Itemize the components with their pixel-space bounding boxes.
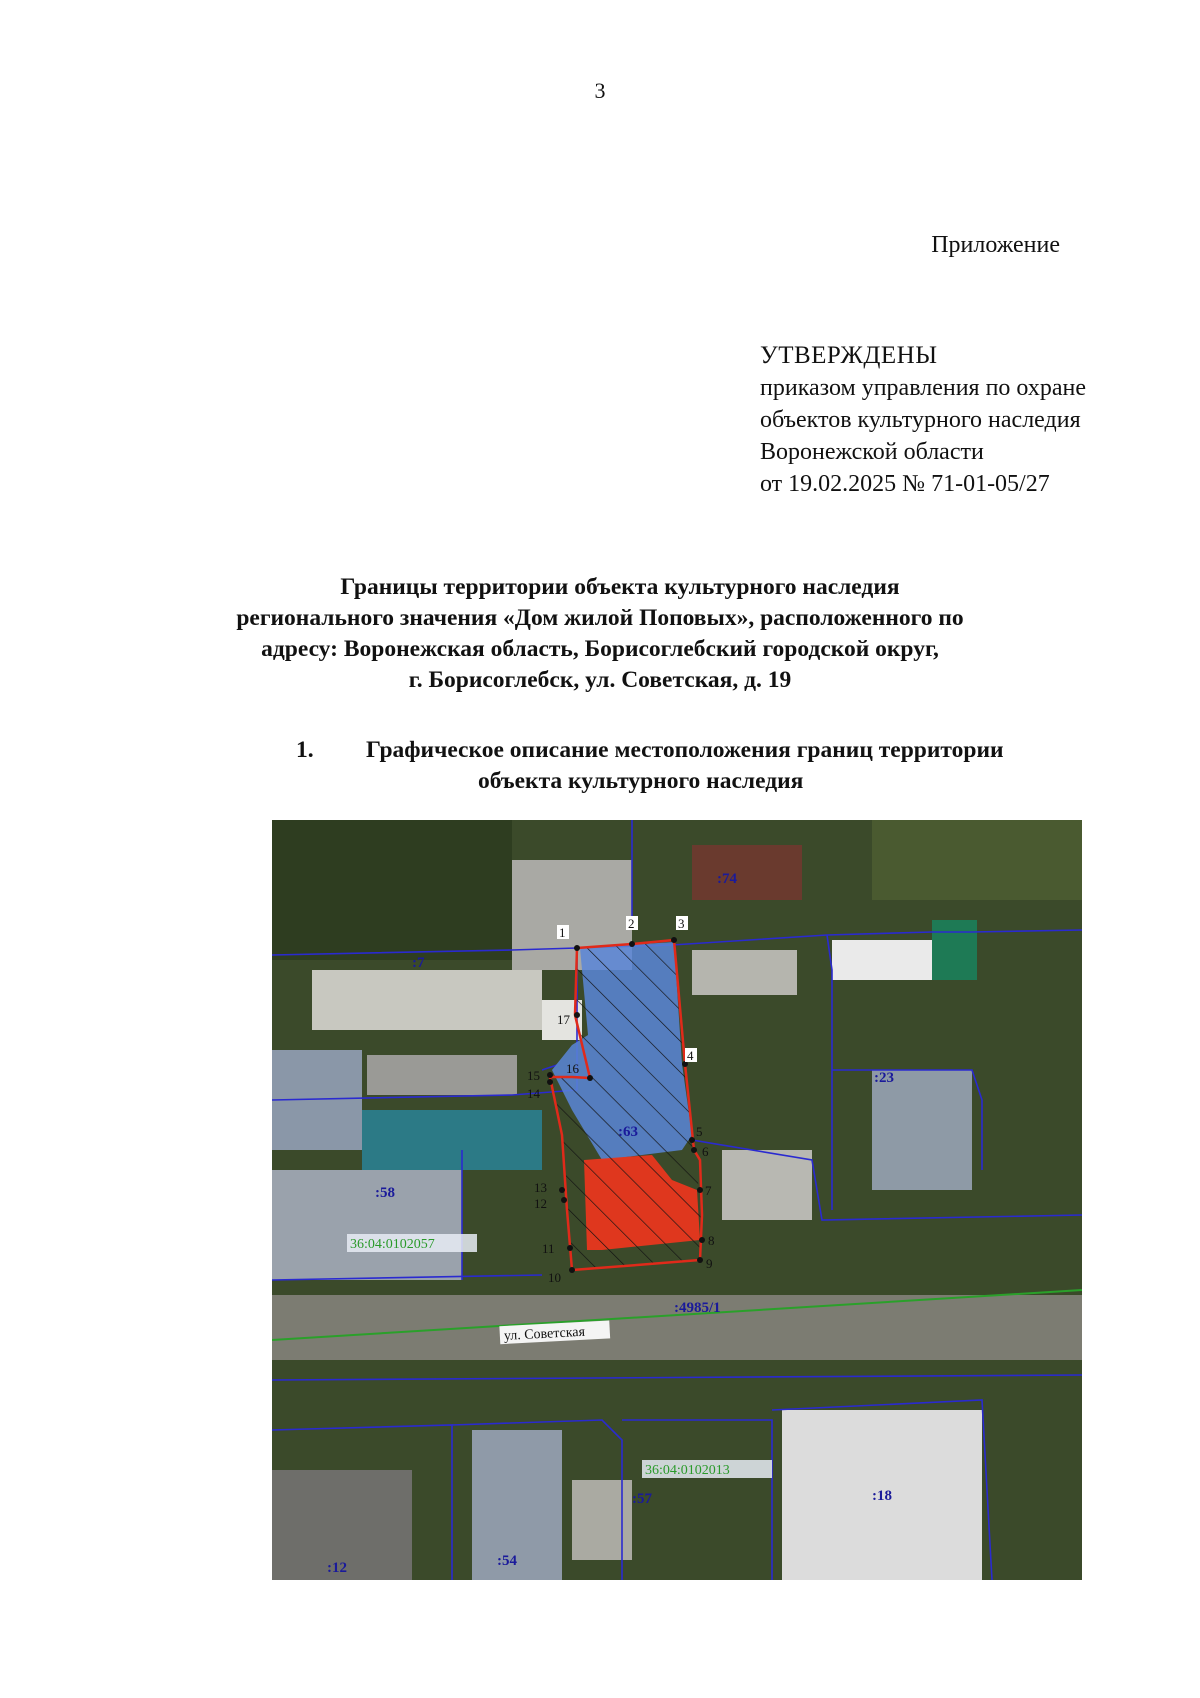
document-title <box>0 572 1200 696</box>
point-marker <box>689 1137 695 1143</box>
point-marker <box>629 941 635 947</box>
parcel-label-4985-1: :4985/1 <box>674 1300 721 1316</box>
approval-block <box>760 340 1086 500</box>
parcel-label-63: :63 <box>618 1124 638 1140</box>
street-label: ул. Советская <box>503 1324 586 1344</box>
point-marker <box>697 1187 703 1193</box>
parcel-label-12: :12 <box>327 1560 347 1576</box>
point-label-6: 6 <box>702 1144 709 1159</box>
parcel-label-18: :18 <box>872 1488 892 1504</box>
appendix-label: Приложение <box>931 232 1060 258</box>
vegetation-patch <box>272 820 512 960</box>
point-label-17: 17 <box>557 1012 570 1027</box>
parcel-label-54: :54 <box>497 1553 517 1569</box>
vegetation-patch <box>872 820 1082 900</box>
point-label-5: 5 <box>696 1124 703 1139</box>
approval-line-1: приказом управления по охране <box>760 375 1086 401</box>
point-marker <box>547 1079 553 1085</box>
map-svg <box>272 820 1082 1580</box>
approved-heading: УТВЕРЖДЕНЫ <box>760 342 938 369</box>
point-marker <box>671 937 677 943</box>
cadastral-block-label: 36:04:0102013 <box>645 1463 730 1478</box>
point-label-4: 4 <box>687 1048 694 1063</box>
approval-line-4: от 19.02.2025 № 71-01-05/27 <box>760 471 1050 497</box>
point-marker <box>691 1147 697 1153</box>
point-label-15: 15 <box>527 1068 540 1083</box>
cadastral-block-label: 36:04:0102057 <box>350 1237 435 1252</box>
point-label-12: 12 <box>534 1196 547 1211</box>
point-label-9: 9 <box>706 1256 713 1271</box>
parcel-label-74: :74 <box>717 871 737 887</box>
point-marker <box>574 1012 580 1018</box>
point-marker <box>569 1267 575 1273</box>
section-title-line-1: Графическое описание местоположения границ территории <box>366 737 1004 763</box>
building-roof <box>572 1480 632 1560</box>
building-roof <box>722 1150 812 1220</box>
point-label-10: 10 <box>548 1270 561 1285</box>
point-label-11: 11 <box>542 1241 555 1256</box>
approval-line-3: Воронежской области <box>760 439 984 465</box>
section-title-line-2: объекта культурного наследия <box>478 768 804 794</box>
point-marker <box>567 1245 573 1251</box>
building-roof <box>362 1110 542 1170</box>
building-roof <box>832 940 942 980</box>
building-roof <box>692 950 797 995</box>
approval-line-2: объектов культурного наследия <box>760 407 1081 433</box>
page-number: 3 <box>594 78 606 103</box>
point-label-3: 3 <box>678 916 685 931</box>
building-roof <box>272 1170 462 1280</box>
point-label-13: 13 <box>534 1180 547 1195</box>
point-marker <box>547 1072 553 1078</box>
title-line-1: Границы территории объекта культурного наследия <box>340 574 900 600</box>
point-label-16: 16 <box>566 1061 579 1076</box>
point-marker <box>587 1075 593 1081</box>
title-line-4: г. Борисоглебск, ул. Советская, д. 19 <box>408 667 792 693</box>
point-label-14: 14 <box>527 1086 540 1101</box>
point-marker <box>559 1187 565 1193</box>
point-marker <box>574 945 580 951</box>
building-roof <box>312 970 542 1030</box>
building-roof <box>872 1070 972 1190</box>
point-label-2: 2 <box>628 916 635 931</box>
parcel-label-7: :7 <box>412 955 425 971</box>
point-marker <box>699 1237 705 1243</box>
point-label-7: 7 <box>705 1183 712 1198</box>
point-marker <box>697 1257 703 1263</box>
point-label-8: 8 <box>708 1233 715 1248</box>
parcel-label-23: :23 <box>874 1070 894 1086</box>
point-marker <box>561 1197 567 1203</box>
title-line-3: адресу: Воронежская область, Борисоглебский городской округ, <box>261 636 939 662</box>
building-roof <box>692 845 802 900</box>
building-roof <box>932 920 977 980</box>
point-label-1: 1 <box>559 925 566 940</box>
building-roof <box>472 1430 562 1580</box>
section-number: 1. <box>296 737 314 763</box>
building-roof <box>367 1055 517 1095</box>
parcel-label-58: :58 <box>375 1185 395 1201</box>
cadastral-map <box>272 820 1082 1580</box>
parcel-label-57: :57 <box>632 1491 652 1507</box>
title-line-2: регионального значения «Дом жилой Поповых», расположенного по <box>236 605 964 631</box>
section-heading-row <box>296 735 1004 766</box>
